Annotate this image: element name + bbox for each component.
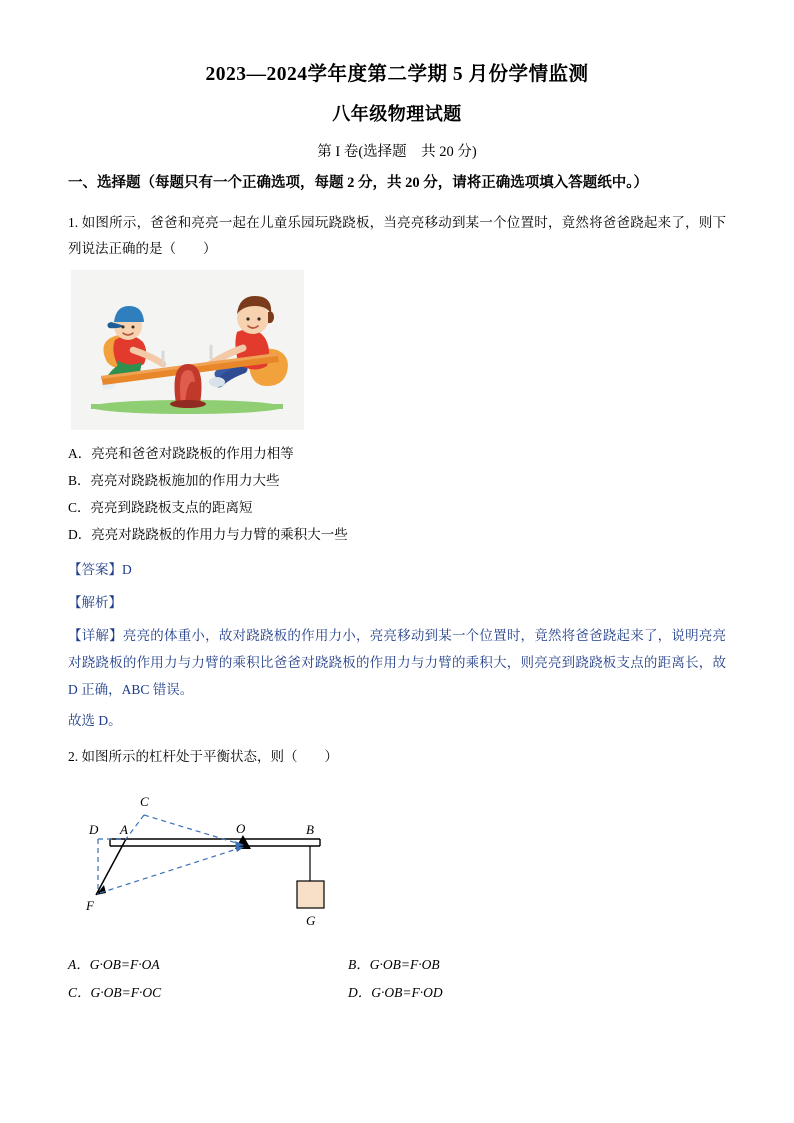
lever-diagram (78, 777, 408, 945)
question-1-conclusion: 故选 D。 (68, 713, 122, 729)
question-group-heading: 一、选择题（每题只有一个正确选项，每题 2 分，共 20 分，请将正确选项填入答题纸中。） (68, 175, 648, 191)
seesaw-svg (71, 270, 304, 430)
page-title: 2023—2024学年度第二学期 5 月份学情监测 (205, 64, 589, 85)
question-2-options (68, 951, 628, 1008)
question-2-figure-wrap (68, 777, 726, 945)
label-B: B (306, 821, 314, 837)
lever-svg (78, 777, 408, 945)
question-1-option-b: B．亮亮对跷跷板施加的作用力大些 (68, 473, 280, 489)
dash-f-o (100, 847, 243, 893)
answer-label: 【答案】 (68, 562, 122, 578)
question-1-option-a: A．亮亮和爸爸对跷跷板的作用力相等 (68, 446, 294, 462)
document-content (68, 58, 726, 1007)
dash-c-a (126, 815, 144, 839)
section-heading: 第 I 卷(选择题 共 20 分) (317, 144, 477, 160)
label-F: F (86, 897, 94, 913)
question-1-option-c: C．亮亮到跷跷板支点的距离短 (68, 500, 253, 516)
dash-c-o (144, 815, 243, 845)
page-subtitle: 八年级物理试题 (332, 104, 462, 124)
question-2-option-c: C．G·OB=F·OC (68, 984, 162, 1000)
weight-block (297, 881, 324, 908)
question-1-answer (68, 556, 726, 583)
seesaw-illustration (71, 270, 304, 430)
label-G: G (306, 912, 316, 928)
question-2-stem: 2. 如图所示的杠杆处于平衡状态，则（ ） (68, 749, 338, 765)
answer-value: D (122, 562, 132, 578)
detail-text: 亮亮的体重小，故对跷跷板的作用力小，亮亮移动到某一个位置时，竟然将爸爸跷起来了，说明亮亮对跷跷板的作用力与力臂的乘积比爸爸对跷跷板的作用力与力臂的乘积大，则亮亮到跷跷板支点的距离长，故 D 正确，ABC 错误。 (68, 628, 727, 698)
question-1-analysis-label: 【解析】 (68, 595, 122, 611)
question-2-option-d: D．G·OB=F·OD (348, 984, 443, 1000)
detail-label: 【详解】 (68, 628, 123, 644)
question-1-option-d: D．亮亮对跷跷板的作用力与力臂的乘积大一些 (68, 527, 348, 543)
question-1-figure-wrap (68, 270, 726, 430)
question-1-stem: 1. 如图所示，爸爸和亮亮一起在儿童乐园玩跷跷板，当亮亮移动到某一个位置时，竟然将爸爸跷起来了，则下列说法正确的是（ ） (68, 214, 726, 256)
label-O: O (236, 820, 246, 836)
lever-beam (110, 839, 320, 846)
question-2-option-a: A．G·OB=F·OA (68, 956, 160, 972)
label-C: C (140, 793, 149, 809)
label-A: A (120, 821, 128, 837)
question-2-option-b: B．G·OB=F·OB (348, 956, 440, 972)
label-D: D (89, 821, 99, 837)
question-1-detail (68, 622, 726, 703)
